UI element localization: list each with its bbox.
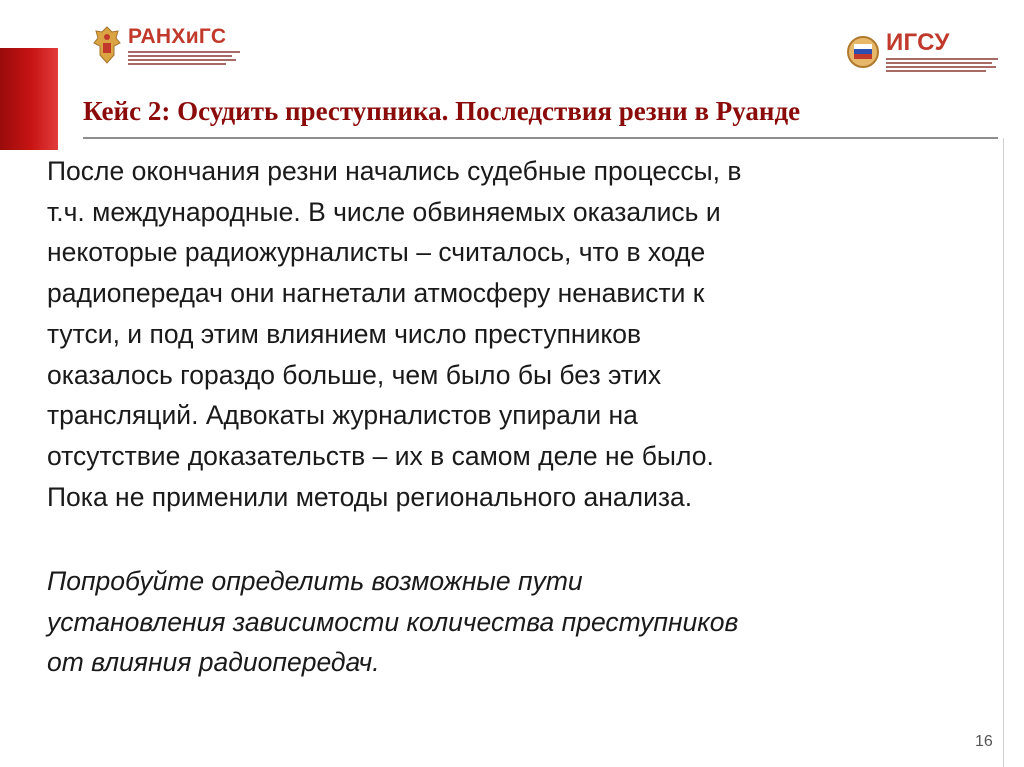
paragraph-line: отсутствие доказательств – их в самом деле не было. xyxy=(47,440,714,471)
case-question xyxy=(47,561,997,683)
question-line: установления зависимости количества преступников xyxy=(47,606,739,637)
paragraph-line: радиопередач они нагнетали атмосферу ненависти к xyxy=(47,278,705,309)
paragraph-line: т.ч. международные. В числе обвиняемых оказались и xyxy=(47,196,721,227)
ranepa-logo xyxy=(92,25,240,65)
igsu-logo xyxy=(846,31,998,72)
right-border-line xyxy=(1003,138,1004,767)
flag-circle-icon xyxy=(846,35,880,69)
paragraph-line: После окончания резни начались судебные процессы, в xyxy=(47,156,742,186)
paragraph-line: оказалось гораздо больше, чем было бы без этих xyxy=(47,359,662,390)
paragraph-line: тутси, и под этим влиянием число преступников xyxy=(47,318,642,349)
paragraph-line: некоторые радиожурналисты – считалось, что в ходе xyxy=(47,237,706,268)
paragraph-line: трансляций. Адвокаты журналистов упирали на xyxy=(47,400,638,431)
coat-of-arms-icon xyxy=(92,25,122,65)
slide-title: Кейс 2: Осудить преступника. Последствия резни в Руанде xyxy=(83,96,801,126)
paragraph-line: Пока не применили методы регионального анализа. xyxy=(47,481,693,512)
case-description xyxy=(47,151,997,517)
ranepa-logo-name: РАНХиГС xyxy=(128,24,227,48)
question-line: от влияния радиопередач. xyxy=(47,647,380,678)
igsu-logo-name: ИГСУ xyxy=(886,29,950,56)
title-divider xyxy=(83,137,998,139)
logo-subtitle-lines xyxy=(128,51,240,65)
question-line: Попробуйте определить возможные пути xyxy=(47,566,583,596)
red-accent-bar xyxy=(0,48,58,150)
page-number: 16 xyxy=(975,733,993,750)
logo-subtitle-lines xyxy=(886,58,998,72)
